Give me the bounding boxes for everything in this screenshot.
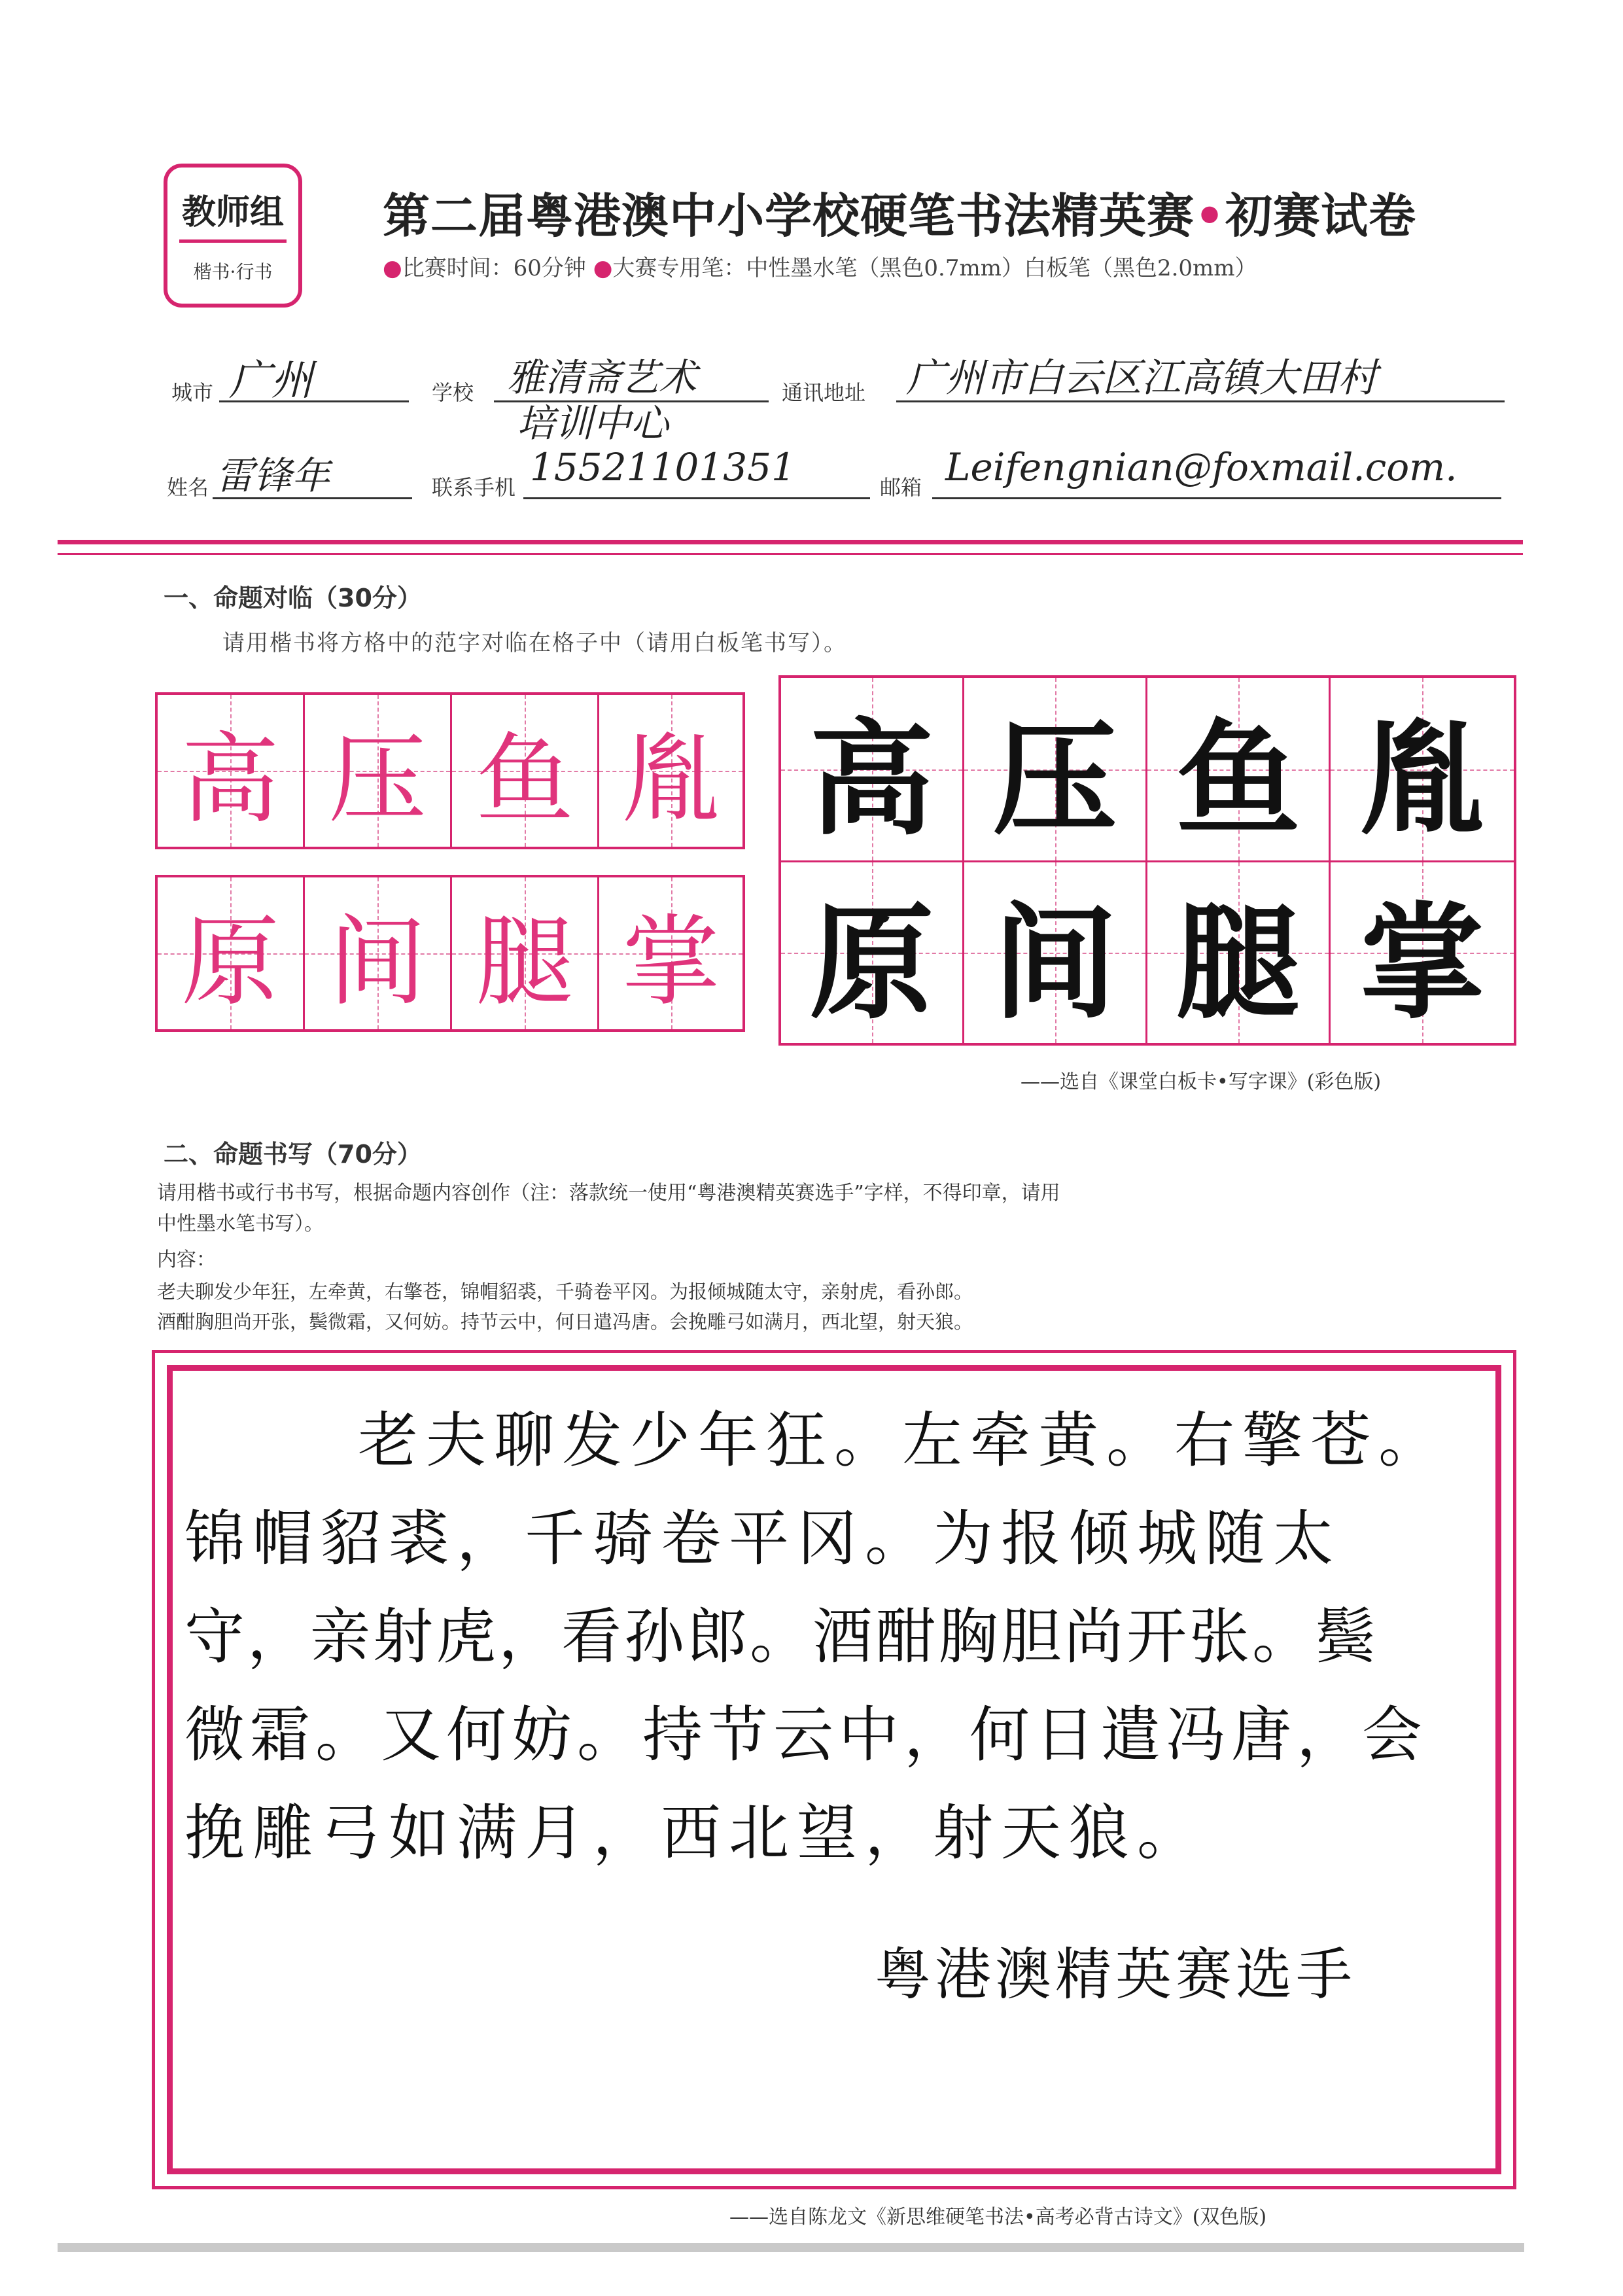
city-value[interactable]: 广州 [229, 357, 313, 405]
copy-char: 鱼 [1176, 706, 1300, 852]
copy-grid-row2 [781, 862, 1514, 1043]
school-underline [494, 400, 769, 402]
badge-subtitle: 楷书·行书 [193, 261, 273, 283]
email-label: 邮箱 [880, 475, 922, 500]
copy-cell[interactable] [964, 862, 1147, 1043]
section2-credit: ——选自陈龙文《新思维硬笔书法•高考必背古诗文》(双色版) [729, 2206, 1267, 2229]
handwriting-line-1: 老夫聊发少年狂。左牵黄。右擎苍。 [358, 1405, 1447, 1475]
model-char: 掌 [621, 906, 720, 1019]
copy-cell[interactable] [781, 862, 964, 1043]
phone-underline [523, 497, 870, 499]
school-label: 学校 [432, 380, 474, 405]
exam-info-line [383, 250, 1257, 282]
copy-char: 间 [992, 889, 1117, 1036]
handwriting-line-3: 守，亲射虎，看孙郎。酒酣胸胆尚开张。鬓 [184, 1602, 1378, 1672]
handwriting-line-2: 锦帽貂裘，千骑卷平冈。为报倾城随太 [184, 1504, 1342, 1574]
phone-value[interactable]: 15521101351 [530, 445, 795, 489]
exam-time: 比赛时间：60分钟 [402, 255, 586, 281]
city-underline [219, 400, 409, 402]
model-char: 胤 [621, 723, 720, 837]
address-value[interactable]: 广州市白云区江高镇大田村 [906, 355, 1377, 401]
header-divider-thick [58, 540, 1523, 544]
model-char: 原 [181, 906, 279, 1019]
name-label: 姓名 [167, 475, 209, 500]
signature: 粤港澳精英赛选手 [875, 1942, 1356, 2007]
exam-title-tail: 初赛试卷 [1225, 188, 1417, 243]
info-bullet-1: ● [383, 255, 402, 281]
city-label: 城市 [171, 380, 214, 405]
email-value[interactable]: Leifengnian@foxmail.com. [945, 445, 1457, 489]
email-underline [932, 497, 1501, 499]
model-char: 高 [181, 723, 279, 837]
model-grid-row2 [155, 875, 745, 1032]
model-cell [599, 695, 742, 847]
model-cell [158, 877, 305, 1029]
section2-instruction-line1: 请用楷书或行书书写，根据命题内容创作（注：落款统一使用“粤港澳精英赛选手”字样，不得印章，请用 [157, 1182, 1060, 1205]
copy-cell[interactable] [1331, 678, 1514, 860]
header-divider-thin [58, 553, 1523, 555]
copy-cell[interactable] [1147, 862, 1331, 1043]
model-cell [158, 695, 305, 847]
copy-char: 腿 [1176, 889, 1300, 1036]
section1-credit: ——选自《课堂白板卡•写字课》(彩色版) [1021, 1070, 1382, 1093]
copy-cell[interactable] [781, 678, 964, 860]
model-grid-row1 [155, 692, 745, 849]
address-label: 通讯地址 [782, 380, 866, 405]
school-value-line1[interactable]: 雅清斋艺术 [507, 355, 697, 400]
copy-grid[interactable] [778, 675, 1516, 1046]
model-char: 压 [328, 723, 427, 837]
handwriting-line-4: 微霜。又何妨。持节云中，何日遣冯唐，会 [184, 1700, 1428, 1770]
copy-cell[interactable] [964, 678, 1147, 860]
footer-rule [58, 2243, 1524, 2252]
copy-char: 压 [992, 706, 1117, 852]
group-badge [164, 164, 302, 308]
content-label: 内容： [157, 1248, 216, 1271]
copy-char: 原 [809, 889, 934, 1036]
copy-char: 高 [809, 706, 934, 852]
copy-cell[interactable] [1147, 678, 1331, 860]
badge-divider [179, 239, 287, 243]
copy-cell[interactable] [1331, 862, 1514, 1043]
exam-title [383, 178, 1416, 246]
model-cell [599, 877, 742, 1029]
writing-area[interactable] [152, 1350, 1516, 2189]
address-underline [896, 400, 1505, 402]
model-cell [452, 877, 599, 1029]
school-value-line2[interactable]: 培训中心 [517, 401, 669, 446]
section1-heading: 一、命题对临（30分） [164, 584, 422, 612]
name-value[interactable]: 雷锋年 [216, 453, 330, 498]
model-char: 腿 [475, 906, 574, 1019]
copy-char: 胤 [1359, 706, 1484, 852]
copy-char: 掌 [1359, 889, 1484, 1036]
info-bullet-2: ● [593, 255, 613, 281]
model-char: 间 [328, 906, 427, 1019]
section2-heading: 二、命题书写（70分） [164, 1140, 422, 1169]
section1-instruction: 请用楷书将方格中的范字对临在格子中（请用白板笔书写）。 [222, 630, 847, 656]
handwriting-line-5: 挽雕弓如满月，西北望，射天狼。 [184, 1798, 1206, 1868]
content-line1: 老夫聊发少年狂，左牵黄，右擎苍，锦帽貂裘，千骑卷平冈。为报倾城随太守，亲射虎，看孙郎。 [157, 1280, 973, 1303]
section2-instruction-line2: 中性墨水笔书写）。 [157, 1212, 324, 1235]
exam-title-main: 第二届粤港澳中小学校硬笔书法精英赛 [383, 188, 1195, 243]
model-cell [305, 877, 452, 1029]
copy-grid-row1 [781, 678, 1514, 862]
content-line2: 酒酣胸胆尚开张，鬓微霜，又何妨。持节云中，何日遣冯唐。会挽雕弓如满月，西北望，射天狼。 [157, 1311, 973, 1333]
title-bullet: • [1195, 188, 1226, 243]
name-underline [213, 497, 412, 499]
model-cell [305, 695, 452, 847]
exam-pen-spec: 大赛专用笔：中性墨水笔（黑色0.7mm）白板笔（黑色2.0mm） [612, 255, 1257, 281]
phone-label: 联系手机 [432, 475, 516, 500]
model-char: 鱼 [475, 723, 574, 837]
model-cell [452, 695, 599, 847]
badge-title: 教师组 [181, 193, 284, 232]
